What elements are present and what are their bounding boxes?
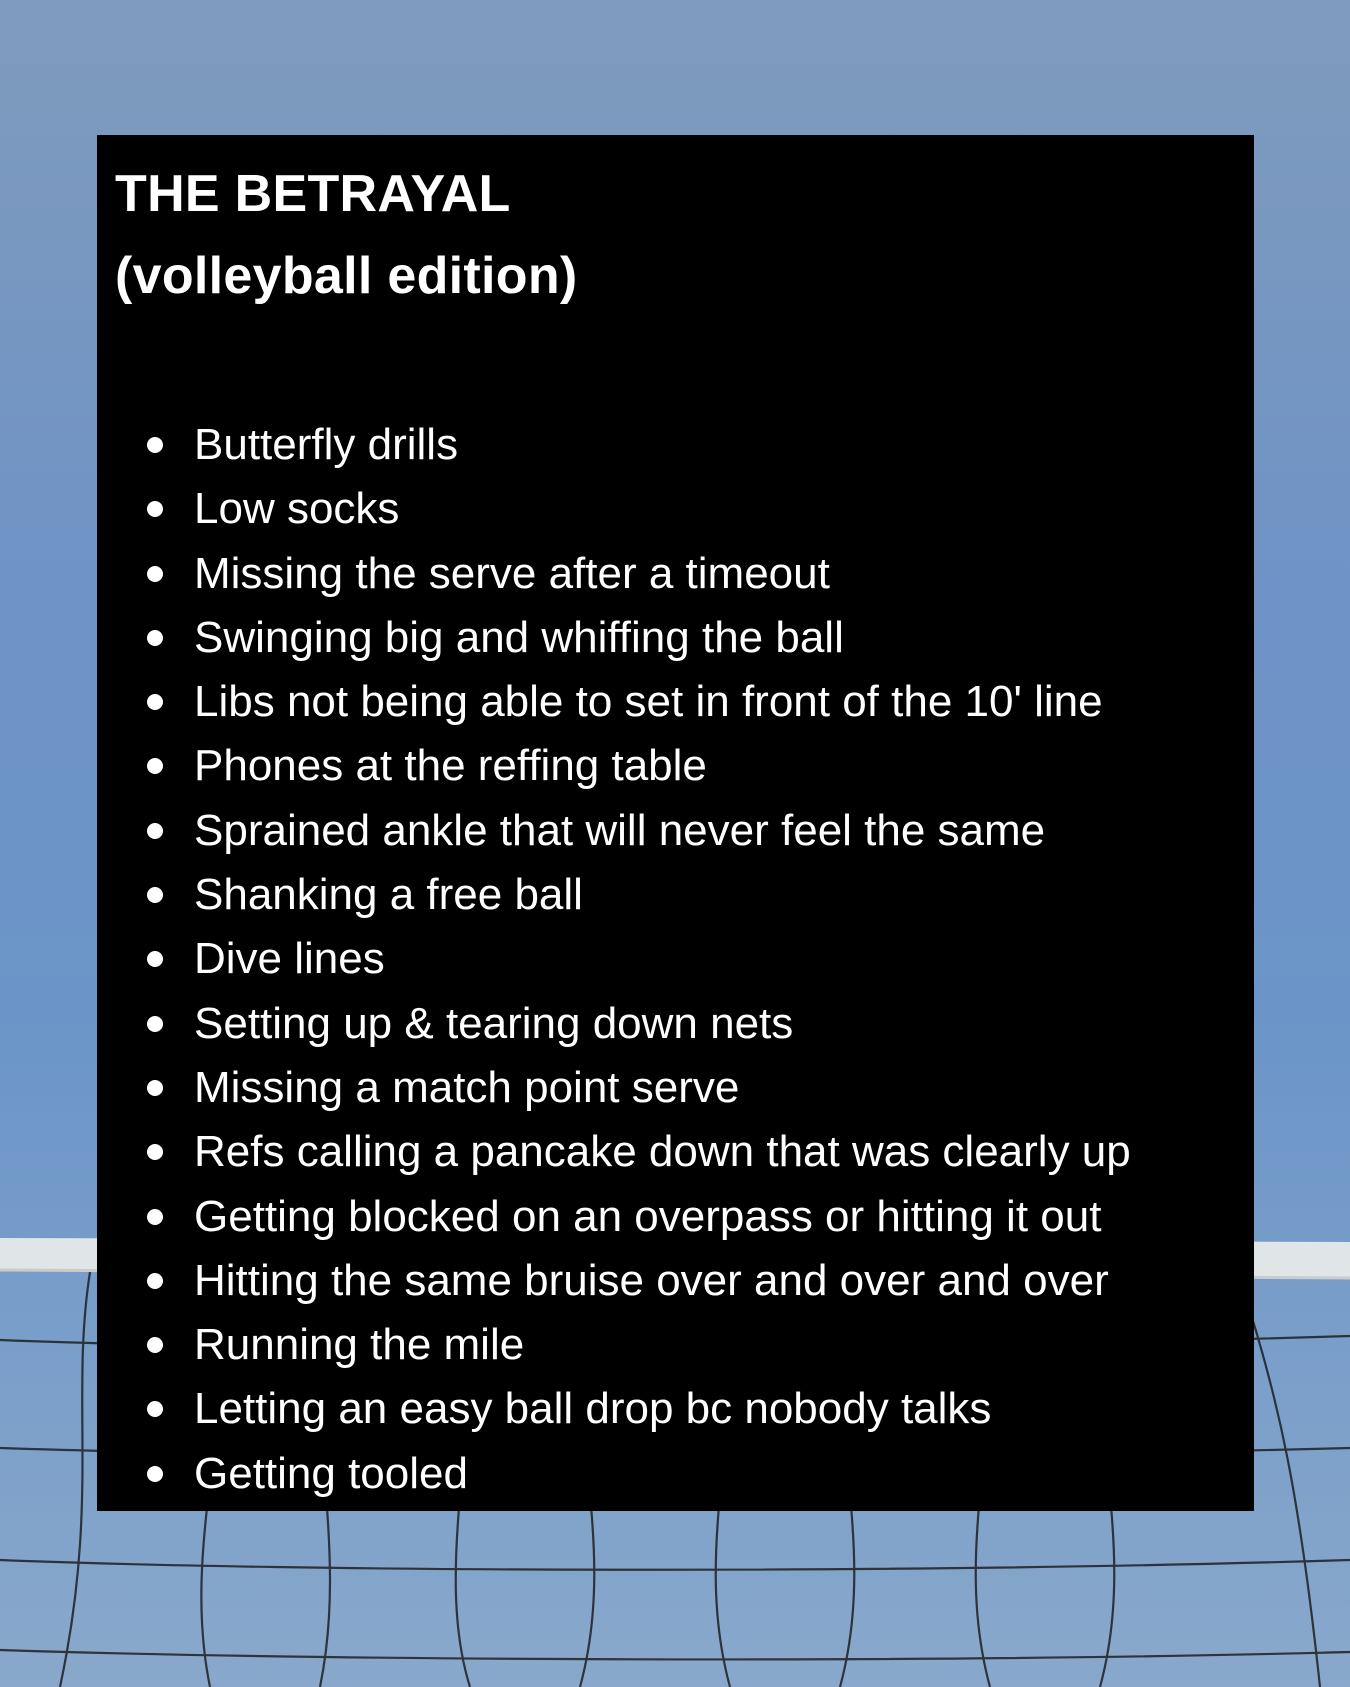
title-line-2: (volleyball edition) [115, 247, 578, 305]
list-item-text: Hitting the same bruise over and over and over [194, 1255, 1109, 1305]
bullet-icon [147, 758, 163, 774]
bullet-icon [147, 694, 163, 710]
bullet-icon [147, 1337, 163, 1353]
bullet-icon [147, 887, 163, 903]
list-item [97, 477, 1254, 541]
list-item [97, 1120, 1254, 1184]
bullet-icon [147, 1209, 163, 1225]
betrayal-list [97, 413, 1254, 1506]
list-item-text: Sprained ankle that will never feel the same [194, 805, 1046, 855]
list-item-text: Dive lines [194, 934, 385, 984]
list-item [97, 1185, 1254, 1249]
list-item [97, 799, 1254, 863]
bullet-icon [147, 630, 163, 646]
bullet-icon [147, 437, 163, 453]
list-item-text: Getting tooled [194, 1448, 468, 1498]
list-item [97, 734, 1254, 798]
list-item [97, 863, 1254, 927]
list-item [97, 1377, 1254, 1441]
bullet-icon [147, 1016, 163, 1032]
list-item [97, 413, 1254, 477]
bullet-icon [147, 1401, 163, 1417]
list-item [97, 927, 1254, 991]
list-item [97, 1313, 1254, 1377]
list-item-text: Setting up & tearing down nets [194, 998, 794, 1048]
list-item [97, 670, 1254, 734]
list-item-text: Missing a match point serve [194, 1062, 740, 1112]
list-item [97, 1056, 1254, 1120]
list-item-text: Running the mile [194, 1320, 525, 1370]
list-item-text: Low socks [194, 484, 400, 534]
list-item-text: Letting an easy ball drop bc nobody talks [194, 1384, 992, 1434]
bullet-icon [147, 566, 163, 582]
list-item [97, 992, 1254, 1056]
list-item [97, 542, 1254, 606]
list-item-text: Getting blocked on an overpass or hitting it out [194, 1191, 1102, 1241]
list-item-text: Libs not being able to set in front of the 10' line [194, 677, 1103, 727]
bullet-icon [147, 1273, 163, 1289]
list-item-text: Refs calling a pancake down that was clearly up [194, 1127, 1131, 1177]
list-item-text: Swinging big and whiffing the ball [194, 612, 844, 662]
bullet-icon [147, 1466, 163, 1482]
list-item [97, 1249, 1254, 1313]
list-item-text: Shanking a free ball [194, 870, 583, 920]
list-item-text: Butterfly drills [194, 420, 459, 469]
bullet-icon [147, 501, 163, 517]
list-item [97, 1442, 1254, 1506]
bullet-icon [147, 1080, 163, 1096]
bullet-icon [147, 951, 163, 967]
title-line-1: THE BETRAYAL [115, 165, 511, 223]
bullet-icon [147, 1144, 163, 1160]
list-item-text: Phones at the reffing table [194, 741, 707, 791]
list-item [97, 606, 1254, 670]
list-item-text: Missing the serve after a timeout [194, 548, 830, 598]
betrayal-list-card [97, 135, 1254, 1511]
bullet-icon [147, 823, 163, 839]
